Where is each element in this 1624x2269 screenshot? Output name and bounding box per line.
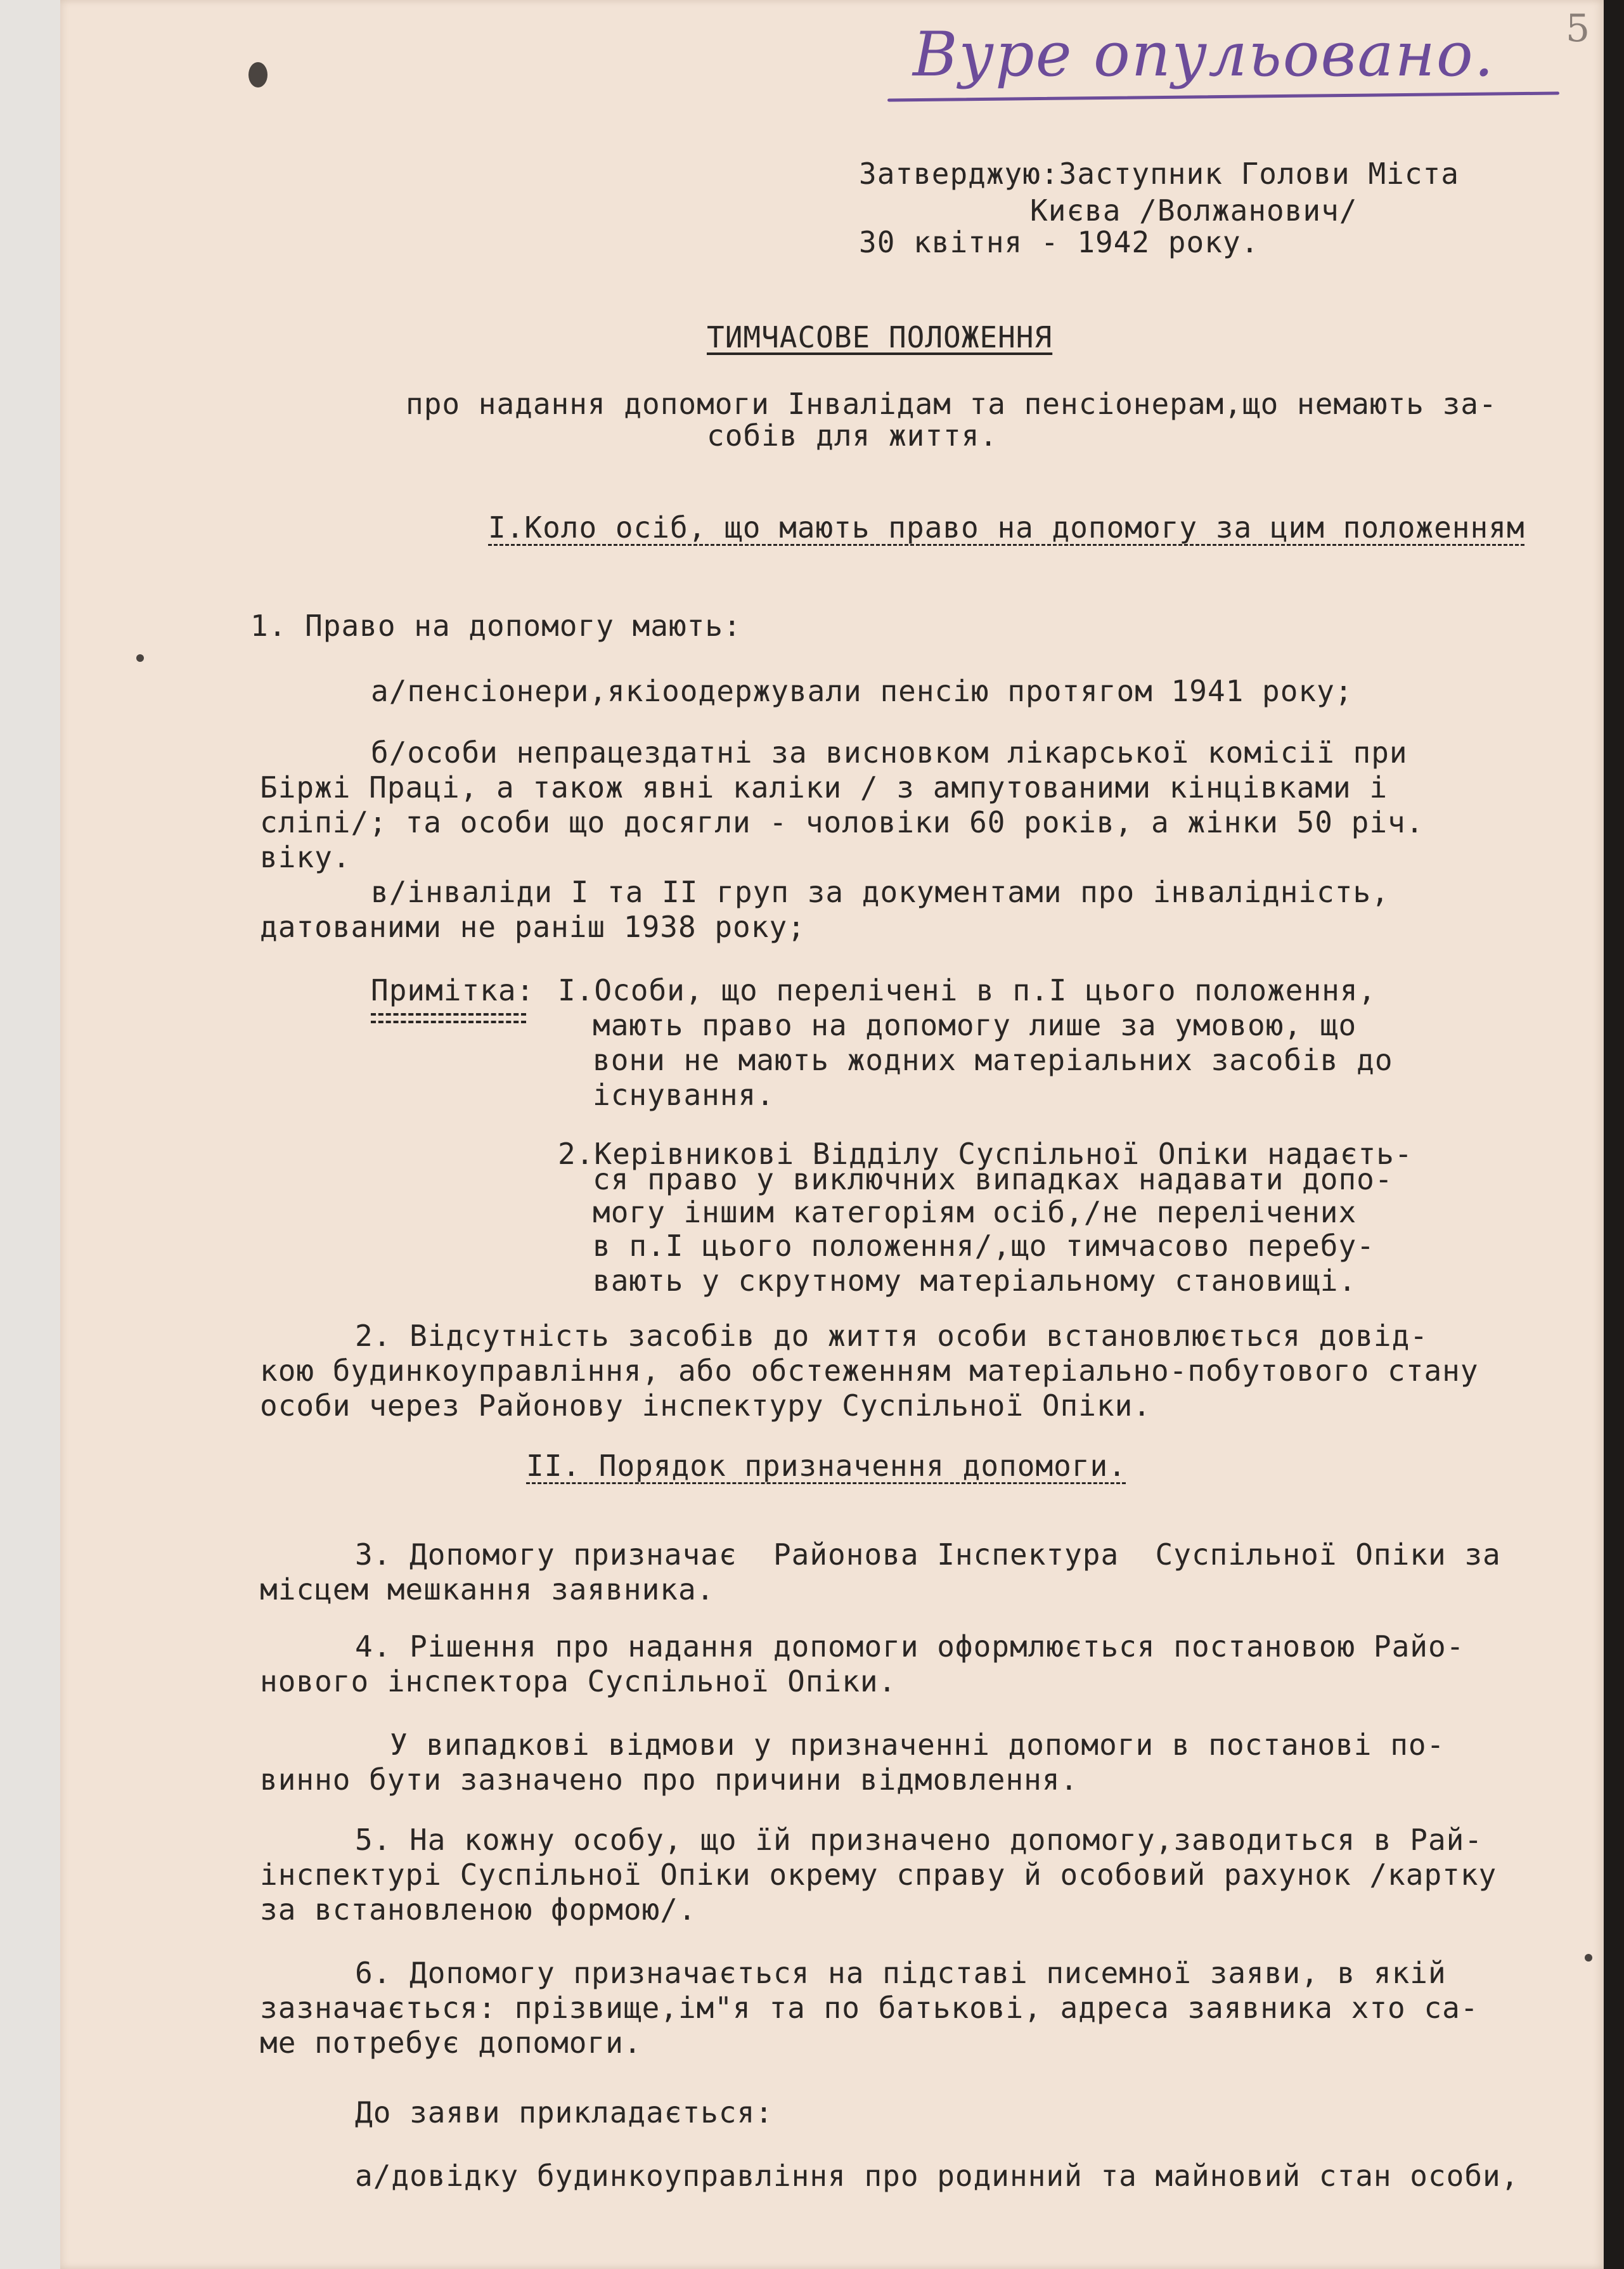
note-2-line-1: 2.Керівникові Відділу Суспільної Опіки надаєть- (558, 1137, 1413, 1171)
document-title: ТИМЧАСОВЕ ПОЛОЖЕННЯ (707, 320, 1053, 354)
paragraph-6-line-1: 6. Допомогу призначається на підставі писемної заяви, в якій (355, 1956, 1447, 1990)
paragraph-2-line-1: 2. Відсутність засобів до життя особи встановлюється довід- (355, 1319, 1428, 1353)
paragraph-1a: а/пенсіонери,якіоодержували пенсію протягом 1941 року; (371, 674, 1353, 708)
note-1-line-2: мають право на допомогу лише за умовою, що (593, 1008, 1357, 1042)
note-label-underline (371, 1021, 526, 1023)
section-heading-1: I.Коло осіб, що мають право на допомогу за цим положенням (488, 510, 1525, 545)
paragraph-1c-line-1: в/інваліди I та II груп за документами про інвалідність, (371, 875, 1389, 909)
scan-border (1604, 0, 1624, 2269)
paragraph-4b-line-2: винно бути зазначено про причини відмовлення. (260, 1762, 1079, 1797)
paragraph-4-line-1: 4. Рішення про надання допомоги оформлюється постановою Райо- (355, 1629, 1465, 1664)
paragraph-6-line-3: ме потребує допомоги. (260, 2026, 642, 2060)
paragraph-4b-line-1: У випадкові відмови у призначенні допомоги в постанові по- (390, 1728, 1445, 1762)
paragraph-6-line-2: зазначається: прізвище,ім"я та по батькові, адреса заявника хто са- (260, 1991, 1479, 2025)
subtitle-line-1: про надання допомоги Інвалідам та пенсіонерам,що немають за- (406, 387, 1497, 421)
note-1-line-4: існування. (593, 1078, 775, 1112)
paragraph-3-line-2: місцем мешкання заявника. (260, 1572, 715, 1606)
approval-date: 30 квітня - 1942 року. (859, 225, 1260, 259)
paragraph-2-line-3: особи через Районову інспектуру Суспільної Опіки. (260, 1388, 1152, 1423)
section-heading-2: II. Порядок призначення допомоги. (526, 1449, 1126, 1483)
approval-line-1: Затверджую:Заступник Голови Міста (859, 157, 1459, 191)
paragraph-1: 1. Право на допомогу мають: (250, 609, 742, 643)
ink-spot (248, 62, 267, 87)
paragraph-7: До заяви прикладається: (355, 2095, 773, 2130)
ink-spot (136, 654, 144, 662)
paragraph-1b-line-1: б/особи непрацездатні за висновком лікарської комісії при (371, 735, 1408, 770)
approval-line-2: Києва /Волжанович/ (1030, 193, 1358, 228)
note-label-underline (371, 1013, 526, 1016)
paragraph-1c-line-2: датованими не раніш 1938 року; (260, 910, 806, 944)
paragraph-5-line-1: 5. На кожну особу, що їй призначено допомогу,заводиться в Рай- (355, 1823, 1483, 1857)
paragraph-3-line-1: 3. Допомогу призначає Районова Інспектура Суспільної Опіки за (355, 1537, 1501, 1572)
note-1-line-1: I.Особи, що перелічені в п.I цього положення, (558, 973, 1377, 1007)
handwritten-annotation: Вуре опульовано. (913, 19, 1495, 90)
subtitle-line-2: собів для життя. (707, 418, 998, 453)
page-number: 5 (1566, 6, 1590, 51)
note-1-line-3: вони не мають жодних матеріальних засобів до (593, 1043, 1393, 1077)
ink-spot (1585, 1954, 1592, 1962)
note-2-line-4: в п.I цього положення/,що тимчасово перебу- (593, 1229, 1375, 1263)
paragraph-1b-line-4: віку. (260, 840, 351, 874)
paragraph-1b-line-2: Біржі Праці, а також явні каліки / з ампутованими кінцівками і (260, 770, 1388, 805)
paragraph-7a: а/довідку будинкоуправління про родинний та майновий стан особи, (355, 2159, 1519, 2193)
paragraph-4-line-2: нового інспектора Суспільної Опіки. (260, 1664, 897, 1698)
paragraph-5-line-2: інспектурі Суспільної Опіки окрему справу й особовий рахунок /картку (260, 1858, 1497, 1892)
note-2-line-5: вають у скрутному матеріальному становищі. (593, 1264, 1357, 1298)
paragraph-1b-line-3: сліпі/; та особи що досягли - чоловіки 60 років, а жінки 50 річ. (260, 805, 1424, 839)
paragraph-5-line-3: за встановленою формою/. (260, 1892, 697, 1927)
note-2-line-3: могу іншим категоріям осіб,/не перелічених (593, 1195, 1357, 1229)
note-2-line-2: ся право у виключних випадках надавати допо- (593, 1162, 1393, 1196)
paragraph-2-line-2: кою будинкоуправління, або обстеженням матеріально-побутового стану (260, 1354, 1479, 1388)
note-label: Примітка: (371, 973, 535, 1007)
